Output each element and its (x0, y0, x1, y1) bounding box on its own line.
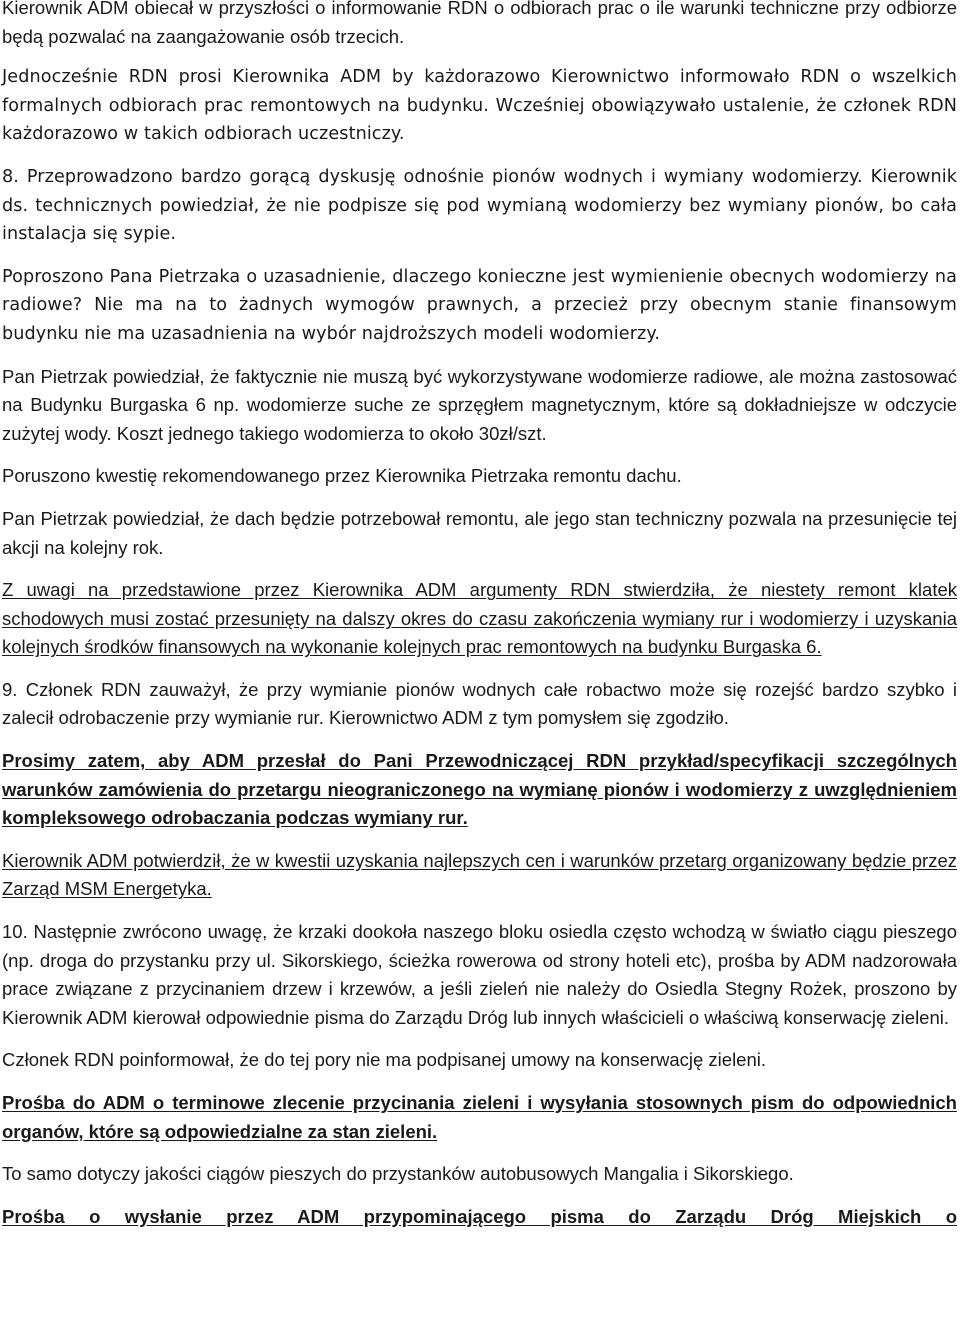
paragraph-item-8: 8. Przeprowadzono bardzo gorącą dyskusję odnośnie pionów wodnych i wymiany wodomierzy. Kierownik ds. technicznych powiedział, że nie podpisze się pod wymianą wodomierzy bez wymiany pionów, bo cała instalacja się sypie. (2, 166, 957, 245)
paragraph-roof-topic: Poruszono kwestię rekomendowanego przez Kierownika Pietrzaka remontu dachu. (2, 465, 682, 487)
paragraph-zdm-request: Prośba o wysłanie przez ADM przypominającego pisma do Zarządu Dróg Miejskich o (2, 1205, 957, 1227)
paragraph-roof-answer: Pan Pietrzak powiedział, że dach będzie potrzebował remontu, ale jego stan techniczny pozwala na przesunięcie tej akcji na kolejny rok. (2, 507, 957, 558)
paragraph-tender-info: Kierownik ADM potwierdził, że w kwestii uzyskania najlepszych cen i warunków przetarg organizowany będzie przez Zarząd MSM Energetyka. (2, 849, 957, 900)
paragraph-rdn-request: Jednocześnie RDN prosi Kierownika ADM by każdorazowo Kierownictwo informowało RDN o wszelkich formalnych odbiorach prac remontowych na budynku. Wcześniej obowiązywało ustalenie, że członek RDN każdorazowo w takich odbiorach uczestniczy. (2, 67, 957, 145)
paragraph-item-10: 10. Następnie zwrócono uwagę, że krzaki dookoła naszego bloku osiedla często wchodzą w światło ciągu pieszego (np. droga do przystanku przy ul. Sikorskiego, ścieżka rowerowa od strony hoteli etc), prośba by ADM nadzorowała prace związane z przycinaniem drzew i krzewów, a jeśli zieleń nie należy do Osiedla Stegny Rożek, proszono by Kierownik ADM kierował odpowiednie pisma do Zarządu Dróg lub innych właścicieli o właściwą konserwację zieleni. (2, 921, 957, 1028)
document-page (2, 0, 957, 1231)
paragraph-item-9: 9. Członek RDN zauważył, że przy wymianie pionów wodnych całe robactwo może się rozejść bardzo szybko i zalecił odrobaczenie przy wymianie rur. Kierownictwo ADM z tym pomysłem się zgodziło. (2, 678, 957, 729)
paragraph-radio-meters-question: Poproszono Pana Pietrzaka o uzasadnienie, dlaczego konieczne jest wymienienie obecnych wodomierzy na radiowe? Nie ma na to żadnych wymogów prawnych, a przecież przy obecnym stanie finansowym budynku nie ma uzasadnienia na wybór najdroższych modeli wodomierzy. (2, 266, 957, 344)
paragraph-pietrzak-meters: Pan Pietrzak powiedział, że faktycznie nie muszą być wykorzystywane wodomierze radiowe, ale można zastosować na Budynku Burgaska 6 np. wodomierze suche ze sprzęgłem magnetycznym, które są dokładniejsze w odczycie zużytej wody. Koszt jednego takiego wodomierza to około 30zł/szt. (2, 365, 957, 444)
paragraph-pedestrian-paths: To samo dotyczy jakości ciągów pieszych do przystanków autobusowych Mangalia i Sikorskiego. (2, 1163, 794, 1185)
paragraph-adm-promise: Kierownik ADM obiecał w przyszłości o informowanie RDN o odbiorach prac o ile warunki techniczne przy odbiorze będą pozwalać na zaangażowanie osób trzecich. (2, 0, 957, 47)
paragraph-green-request: Prośba do ADM o terminowe zlecenie przycinania zieleni i wysyłania stosownych pism do odpowiednich organów, które są odpowiedzialne za stan zieleni. (2, 1092, 957, 1142)
paragraph-green-contract: Członek RDN poinformował, że do tej pory nie ma podpisanej umowy na konserwację zieleni. (2, 1049, 767, 1071)
paragraph-specification-request: Prosimy zatem, aby ADM przesłał do Pani Przewodniczącej RDN przykład/specyfikacji szczególnych warunków zamówienia do przetargu nieograniczonego na wymianę pionów i wodomierzy z uwzględnieniem kompleksowego odrobaczania podczas wymiany rur. (2, 750, 957, 829)
paragraph-rdn-decision: Z uwagi na przedstawione przez Kierownika ADM argumenty RDN stwierdziła, że niestety remont klatek schodowych musi zostać przesunięty na dalszy okres do czasu zakończenia wymiany rur i wodomierzy i uzyskania kolejnych środków finansowych na wykonanie kolejnych prac remontowych na budynku Burgaska 6. (2, 579, 957, 658)
